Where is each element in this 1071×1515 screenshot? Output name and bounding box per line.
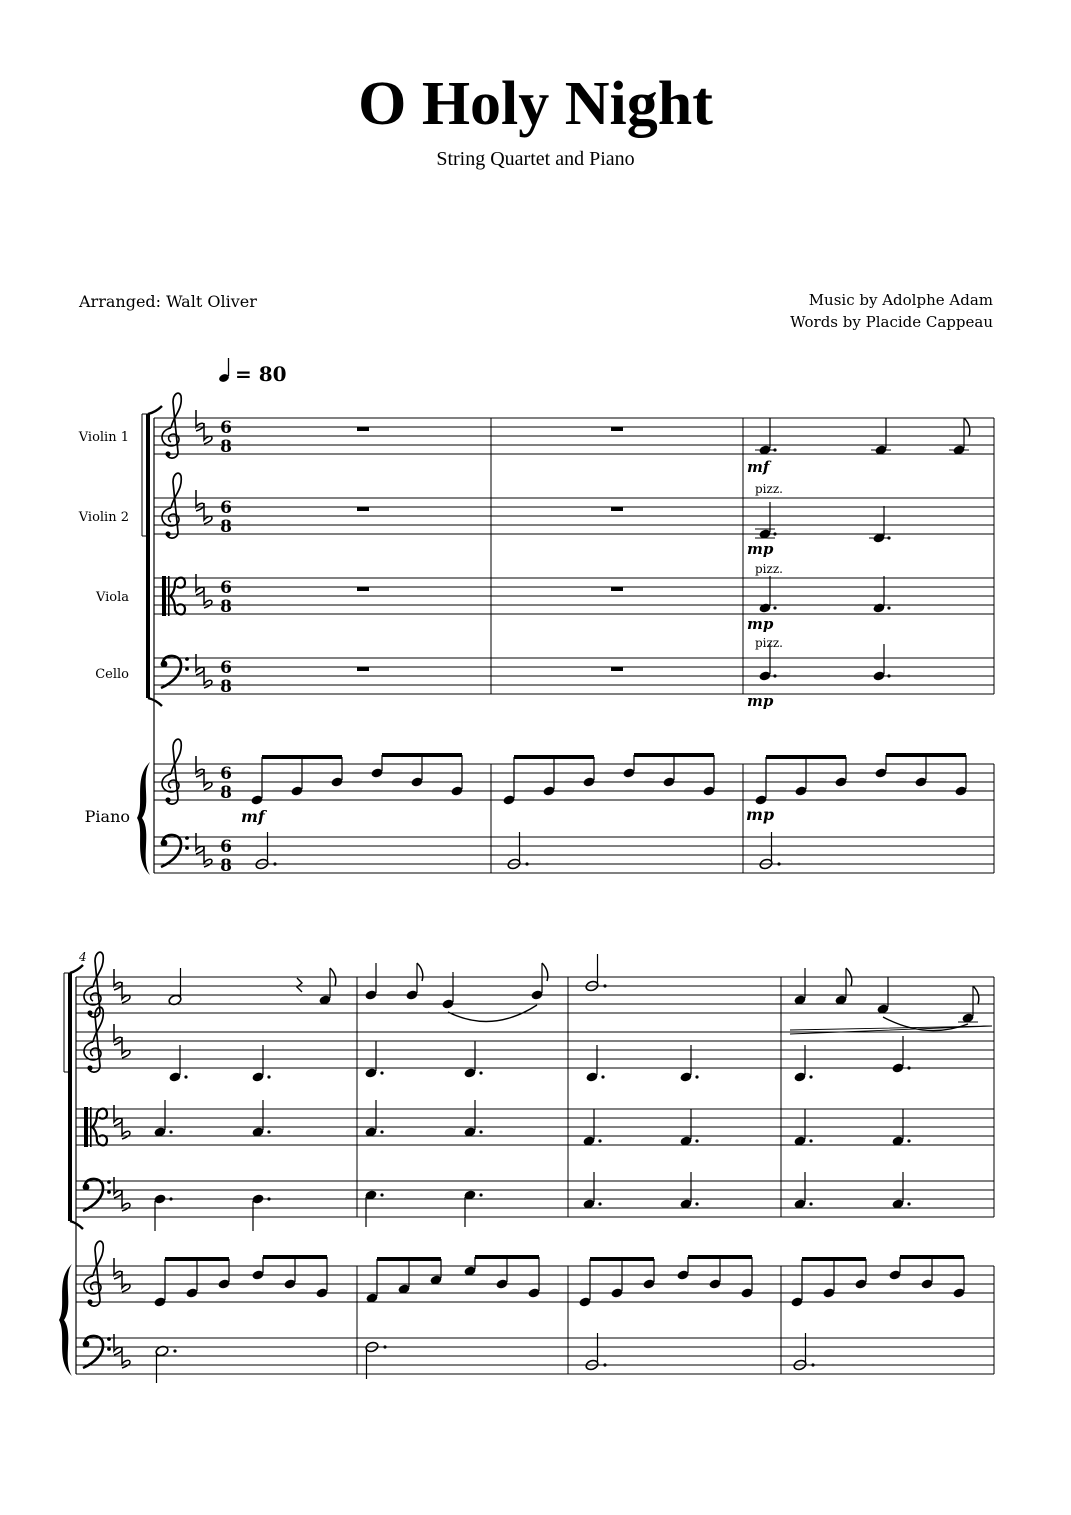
svg-text:6: 6 [220,764,232,784]
tempo-marking [218,358,287,386]
time-signatures [220,418,232,876]
svg-text:6: 6 [220,418,232,438]
piano-brace-2 [59,1264,72,1376]
piano-rh-system1 [250,755,967,806]
music-credit: Music by Adolphe Adam [808,291,993,309]
svg-text:8: 8 [220,437,232,457]
arranger-credit: Arranged: Walt Oliver [79,292,257,311]
dynamic-cello: mp [747,692,774,710]
piano-bass-staff [154,837,994,873]
violin1-system2 [168,954,992,1034]
svg-text:6: 6 [220,498,232,518]
page-title: O Holy Night [358,70,713,138]
svg-text:8: 8 [220,783,232,803]
violin2-staff [154,498,994,534]
tempo-value: = 80 [235,362,287,386]
words-credit: Words by Placide Cappeau [790,313,993,331]
svg-text:8: 8 [220,597,232,617]
label-cello: Cello [95,667,129,682]
piano-lh-system2 [155,1333,815,1383]
viola-system2 [153,1100,910,1147]
label-violin1: Violin 1 [78,430,129,445]
label-viola: Viola [95,590,129,605]
dynamic-viola: mp [747,615,774,633]
svg-text:8: 8 [220,677,232,697]
measure-number: 4 [79,950,87,964]
violin2-m3-notes [755,502,891,544]
piano-brace [137,762,150,875]
svg-text:8: 8 [220,856,232,876]
cello-staff [154,658,994,694]
strings-bracket [146,414,150,698]
dynamic-piano-m1: mf [241,807,265,826]
viola-staff [154,578,994,614]
label-violin2: Violin 2 [78,510,129,525]
technique-viola: pizz. [755,562,783,576]
viola-m3-notes [758,576,890,614]
svg-text:8: 8 [220,517,232,537]
piano-treble-staff [154,764,994,800]
whole-rests [357,427,623,671]
dynamic-piano-m3: mp [746,805,775,824]
violin1-m3-notes [755,418,970,456]
technique-violin2: pizz. [755,482,783,496]
svg-text:6: 6 [220,578,232,598]
svg-text:6: 6 [220,658,232,678]
technique-cello: pizz. [755,636,783,650]
strings-bracket-2 [68,973,72,1221]
page-subtitle: String Quartet and Piano [436,148,635,170]
dynamic-violin1: mf [747,458,770,476]
svg-text:6: 6 [220,837,232,857]
piano-rh-system2 [153,1257,965,1308]
label-piano: Piano [84,807,130,826]
system-2 [59,950,994,1383]
system-1 [78,393,994,876]
violin1-staff [154,418,994,454]
dynamic-violin2: mp [747,540,774,558]
